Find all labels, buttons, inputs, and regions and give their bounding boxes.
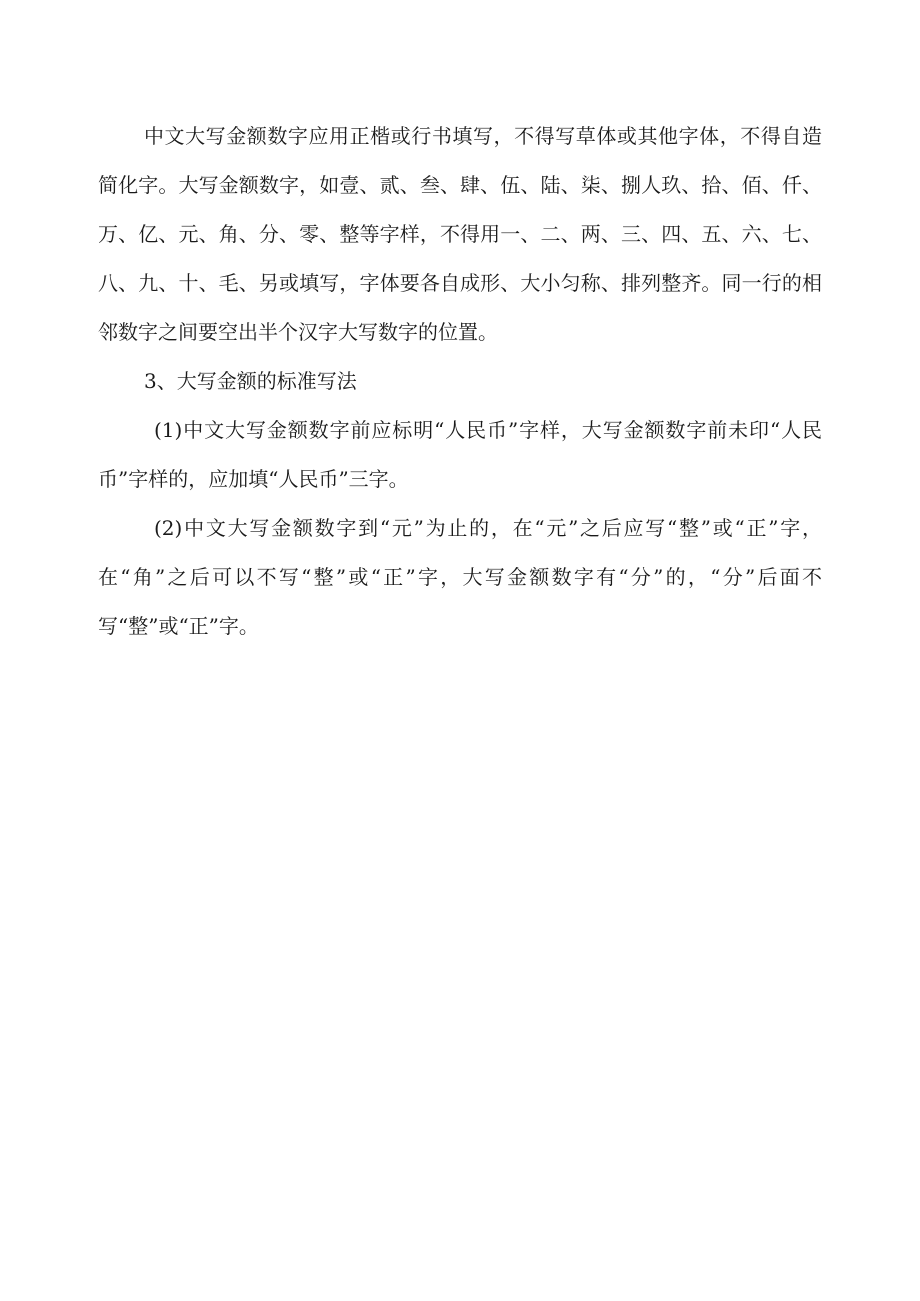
document-body bbox=[98, 112, 822, 651]
paragraph-item-2: (2)中文大写金额数字到“元”为止的，在“元”之后应写“整”或“正”字，在“角”之后可以不写“整”或“正”字，大写金额数字有“分”的，“分”后面不写“整”或“正”字。 bbox=[98, 516, 822, 638]
section-heading: 3、大写金额的标准写法 bbox=[144, 369, 357, 393]
paragraph-item-1: (1)中文大写金额数字前应标明“人民币”字样，大写金额数字前未印“人民币”字样的，应加填“人民币”三字。 bbox=[98, 418, 822, 491]
paragraph-rules: 中文大写金额数字应用正楷或行书填写，不得写草体或其他字体，不得自造简化字。大写金额数字，如壹、贰、叁、肆、伍、陆、柒、捌人玖、拾、佰、仟、万、亿、元、角、分、零、整等字样，不得用一、二、两、三、四、五、六、七、八、九、十、毛、另或填写，字体要各自成形、大小匀称、排列整齐。同一行的相邻数字之间要空出半个汉字大写数字的位置。 bbox=[98, 124, 822, 344]
